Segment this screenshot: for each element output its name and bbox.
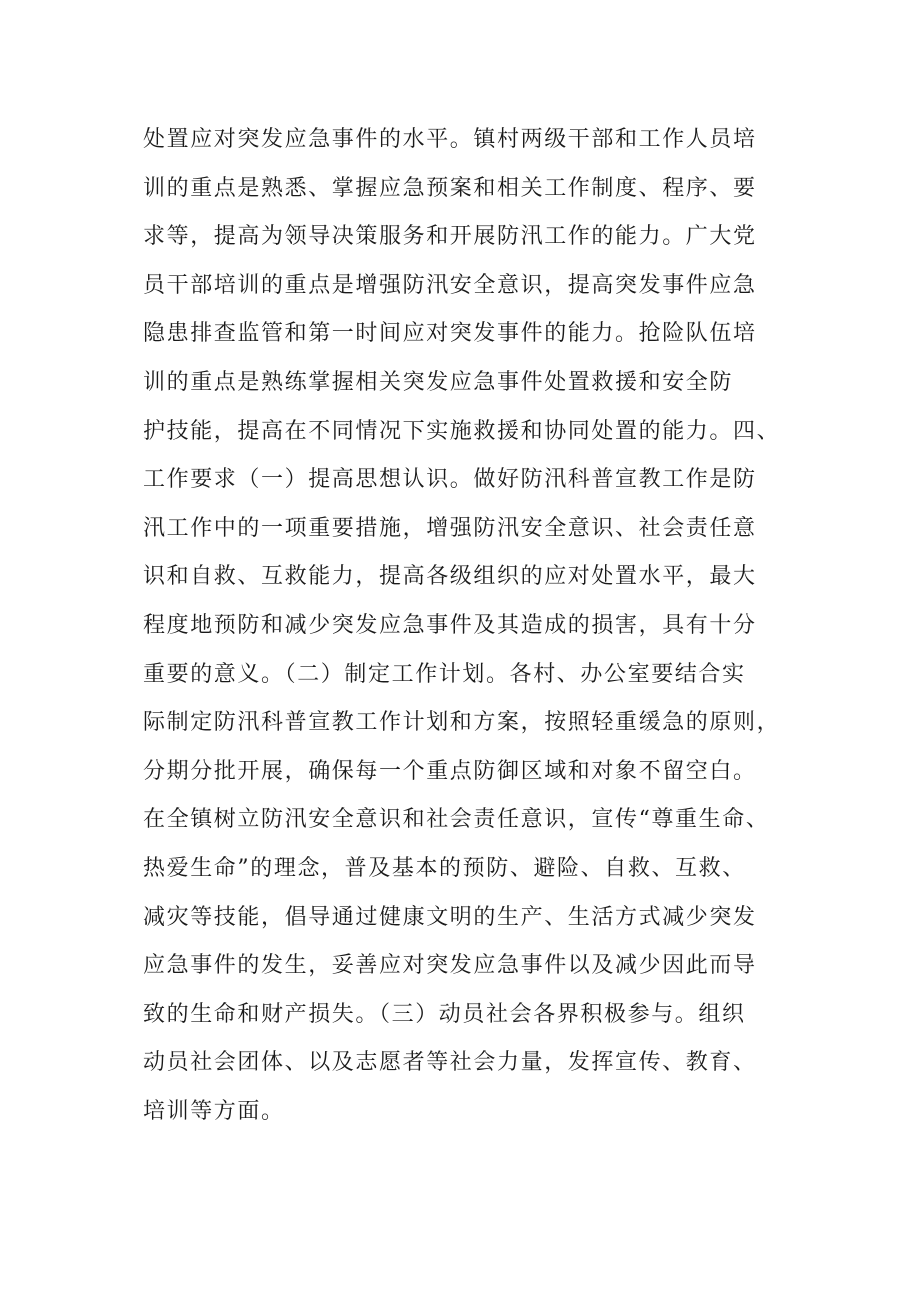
text-line-4: 员干部培训的重点是增强防汛安全意识，提高突发事件应急 — [143, 272, 757, 298]
text-line-15: 在全镇树立防汛安全意识和社会责任意识，宣传“尊重生命、 — [143, 807, 770, 833]
text-line-13: 际制定防汛科普宣教工作计划和方案，按照轻重缓急的原则， — [143, 710, 781, 736]
text-line-9: 汛工作中的一项重要措施，增强防汛安全意识、社会责任意 — [143, 515, 757, 541]
text-line-19: 致的生命和财产损失。（三）动员社会各界积极参与。组织 — [143, 1001, 746, 1027]
text-line-20: 动员社会团体、以及志愿者等社会力量，发挥宣传、教育、 — [143, 1050, 757, 1076]
text-line-14: 分期分批开展，确保每一个重点防御区域和对象不留空白。 — [143, 758, 757, 784]
text-line-7: 护技能，提高在不同情况下实施救援和协同处置的能力。四、 — [143, 418, 781, 444]
text-line-3: 求等，提高为领导决策服务和开展防汛工作的能力。广大党 — [143, 224, 757, 250]
text-line-16: 热爱生命”的理念，普及基本的预防、避险、自救、互救、 — [143, 855, 746, 881]
text-line-1: 处置应对突发应急事件的水平。镇村两级干部和工作人员培 — [143, 127, 757, 152]
text-line-11: 程度地预防和减少突发应急事件及其造成的损害，具有十分 — [143, 612, 757, 638]
text-line-2: 训的重点是熟悉、掌握应急预案和相关工作制度、程序、要 — [143, 175, 757, 201]
text-line-8: 工作要求（一）提高思想认识。做好防汛科普宣教工作是防 — [143, 467, 757, 493]
text-line-10: 识和自救、互救能力，提高各级组织的应对处置水平，最大 — [143, 564, 757, 590]
body-paragraph — [143, 116, 803, 1136]
text-line-6: 训的重点是熟练掌握相关突发应急事件处置救援和安全防 — [143, 369, 734, 395]
text-line-17: 减灾等技能，倡导通过健康文明的生产、生活方式减少突发 — [143, 904, 757, 930]
text-line-5: 隐患排查监管和第一时间应对突发事件的能力。抢险队伍培 — [143, 321, 757, 347]
text-line-18: 应急事件的发生，妥善应对突发应急事件以及减少因此而导 — [143, 953, 757, 979]
text-line-12: 重要的意义。（二）制定工作计划。各村、办公室要结合实 — [143, 661, 746, 687]
text-line-21: 培训等方面。 — [143, 1098, 285, 1124]
